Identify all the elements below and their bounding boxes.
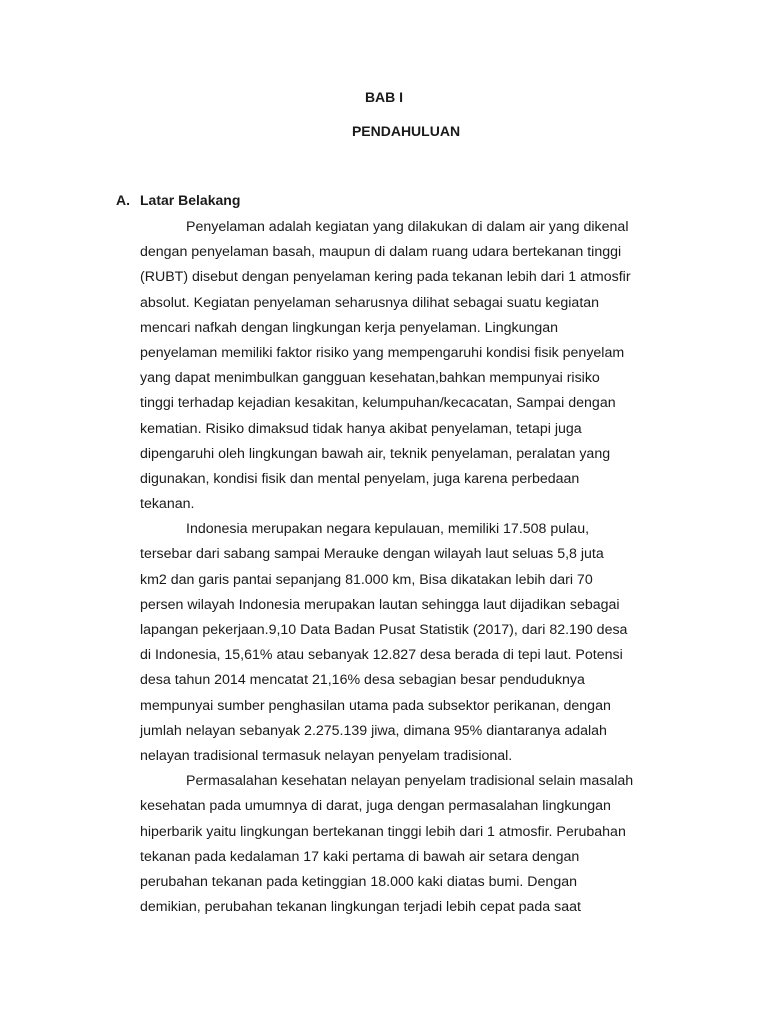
text-line: penyelaman memiliki faktor risiko yang mempengaruhi kondisi fisik penyelam xyxy=(140,344,625,361)
chapter-number: BAB I xyxy=(364,89,404,105)
text-line: Permasalahan kesehatan nelayan penyelam tradisional selain masalah xyxy=(186,773,634,790)
text-line: di Indonesia, 15,61% atau sebanyak 12.827 desa berada di tepi laut. Potensi xyxy=(140,647,623,664)
text-line: mencari nafkah dengan lingkungan kerja penyelaman. Lingkungan xyxy=(140,319,559,336)
text-line: yang dapat menimbulkan gangguan kesehatan,bahkan mempunyai risiko xyxy=(140,370,600,387)
text-line: lapangan pekerjaan.9,10 Data Badan Pusat Statistik (2017), dari 82.190 desa xyxy=(140,622,628,638)
text-line: demikian, perubahan tekanan lingkungan terjadi lebih cepat pada saat xyxy=(140,899,581,916)
text-line: hiperbarik yaitu lingkungan bertekanan tinggi lebih dari 1 atmosfir. Perubahan xyxy=(140,823,626,840)
text-line: kesehatan pada umumnya di darat, juga dengan permasalahan lingkungan xyxy=(140,798,611,815)
text-line: km2 dan garis pantai sepanjang 81.000 km, Bisa dikatakan lebih dari 70 xyxy=(140,571,593,588)
text-line: nelayan tradisional termasuk nelayan penyelam tradisional. xyxy=(140,747,513,764)
text-line: dipengaruhi oleh lingkungan bawah air, teknik penyelaman, peralatan yang xyxy=(140,445,611,462)
text-line: tersebar dari sabang sampai Merauke dengan wilayah laut seluas 5,8 juta xyxy=(140,546,604,563)
text-line: (RUBT) disebut dengan penyelaman kering pada tekanan lebih dari 1 atmosfir xyxy=(140,269,631,286)
text-line: mempunyai sumber penghasilan utama pada subsektor perikanan, dengan xyxy=(140,697,611,714)
text-line: persen wilayah Indonesia merupakan lautan sehingga laut dijadikan sebagai xyxy=(140,596,620,613)
text-line: dengan penyelaman basah, maupun di dalam ruang udara bertekanan tinggi xyxy=(140,244,622,261)
text-line: jumlah nelayan sebanyak 2.275.139 jiwa, dimana 95% diantaranya adalah xyxy=(140,722,607,739)
section-heading xyxy=(116,190,240,210)
text-line: absolut. Kegiatan penyelaman seharusnya dilihat sebagai suatu kegiatan xyxy=(140,294,600,311)
text-line: perubahan tekanan pada ketinggian 18.000 kaki diatas bumi. Dengan xyxy=(140,873,577,890)
body-text xyxy=(140,215,660,920)
text-line: tinggi terhadap kejadian kesakitan, kelumpuhan/kecacatan, Sampai dengan xyxy=(140,395,616,412)
section-letter: A. xyxy=(116,192,130,208)
text-line: tekanan. xyxy=(140,496,195,513)
text-line: Penyelaman adalah kegiatan yang dilakukan di dalam air yang dikenal xyxy=(186,219,629,235)
text-line: digunakan, kondisi fisik dan mental penyelam, juga karena perbedaan xyxy=(140,470,580,487)
text-line: tekanan pada kedalaman 17 kaki pertama di bawah air setara dengan xyxy=(140,848,580,865)
text-line: desa tahun 2014 mencatat 21,16% desa sebagian besar penduduknya xyxy=(140,672,585,689)
text-line: kematian. Risiko dimaksud tidak hanya akibat penyelaman, tetapi juga xyxy=(140,420,582,437)
chapter-title: PENDAHULUAN xyxy=(351,123,461,139)
section-heading-text: Latar Belakang xyxy=(140,192,241,208)
text-line: Indonesia merupakan negara kepulauan, memiliki 17.508 pulau, xyxy=(186,521,590,538)
